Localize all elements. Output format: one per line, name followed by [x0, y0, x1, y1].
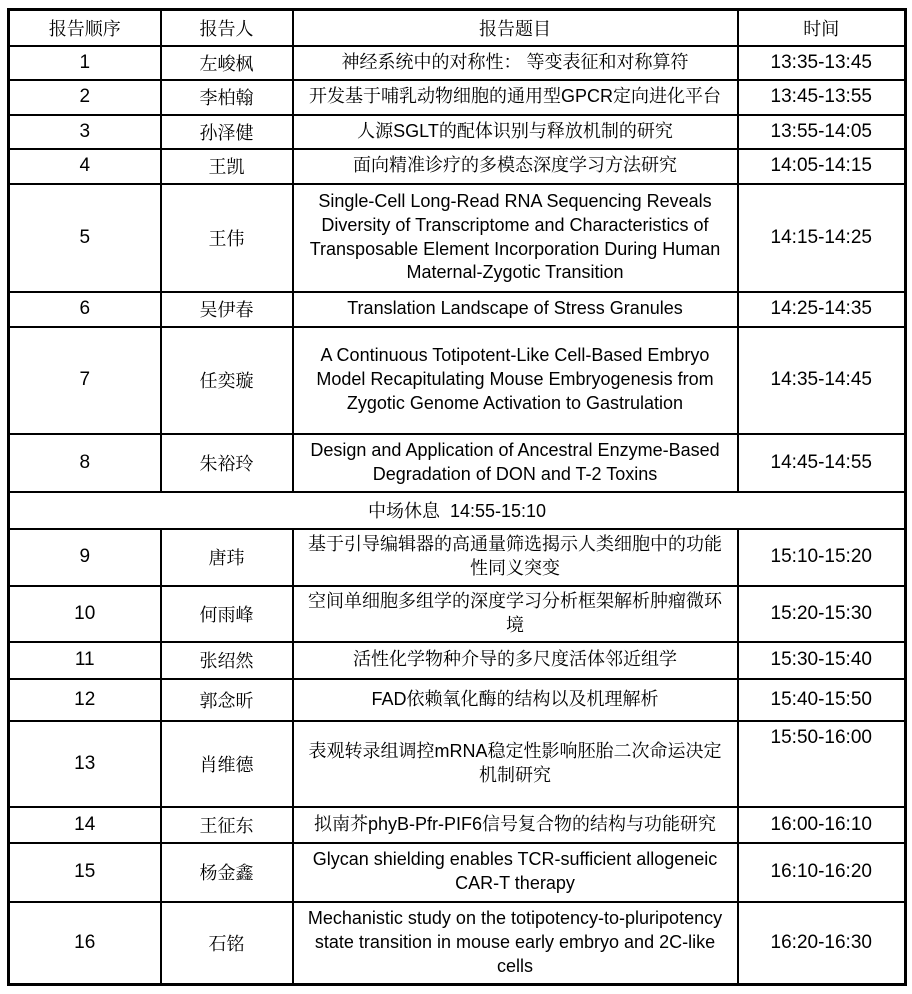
talk-order-cell: 10 [9, 586, 161, 642]
talk-order-cell: 5 [9, 184, 161, 292]
table-row [9, 327, 906, 434]
col-header-time: 时间 [738, 10, 906, 46]
talk-order-cell: 2 [9, 80, 161, 115]
talk-time-cell: 16:00-16:10 [738, 807, 906, 843]
table-row [9, 149, 906, 184]
table-row [9, 642, 906, 679]
break-row [9, 492, 906, 529]
talk-speaker-cell: 石铭 [161, 902, 293, 985]
talk-title-cell: 拟南芥phyB-Pfr-PIF6信号复合物的结构与功能研究 [293, 807, 738, 843]
talk-time-cell: 14:25-14:35 [738, 292, 906, 327]
talk-speaker-cell: 王伟 [161, 184, 293, 292]
talk-speaker-cell: 吴伊春 [161, 292, 293, 327]
talk-time-cell: 15:30-15:40 [738, 642, 906, 679]
schedule-table [7, 8, 907, 986]
col-header-order: 报告顺序 [9, 10, 161, 46]
table-row [9, 184, 906, 292]
talk-speaker-cell: 王征东 [161, 807, 293, 843]
talk-title-cell: 开发基于哺乳动物细胞的通用型GPCR定向进化平台 [293, 80, 738, 115]
talk-order-cell: 6 [9, 292, 161, 327]
col-header-title: 报告题目 [293, 10, 738, 46]
talk-speaker-cell: 朱裕玲 [161, 434, 293, 492]
table-row [9, 434, 906, 492]
talk-speaker-cell: 何雨峰 [161, 586, 293, 642]
talk-time-cell: 15:40-15:50 [738, 679, 906, 721]
talk-title-cell: 面向精准诊疗的多模态深度学习方法研究 [293, 149, 738, 184]
table-row [9, 586, 906, 642]
header-row [9, 10, 906, 46]
talk-title-cell: Mechanistic study on the totipotency-to-pluripotency state transition in mouse early embryo and 2C-like cells [293, 902, 738, 985]
talk-time-cell: 15:50-16:00 [738, 721, 906, 807]
talk-speaker-cell: 张绍然 [161, 642, 293, 679]
talk-time-cell: 14:45-14:55 [738, 434, 906, 492]
talk-order-cell: 1 [9, 46, 161, 80]
talk-order-cell: 9 [9, 529, 161, 586]
talk-title-cell: 神经系统中的对称性： 等变表征和对称算符 [293, 46, 738, 80]
talk-speaker-cell: 左峻枫 [161, 46, 293, 80]
talk-order-cell: 8 [9, 434, 161, 492]
talk-title-cell: Design and Application of Ancestral Enzyme-Based Degradation of DON and T-2 Toxins [293, 434, 738, 492]
talk-time-cell: 13:45-13:55 [738, 80, 906, 115]
talk-speaker-cell: 唐玮 [161, 529, 293, 586]
talk-speaker-cell: 王凯 [161, 149, 293, 184]
break-label-cell: 中场休息 14:55-15:10 [9, 492, 906, 529]
talk-time-cell: 16:10-16:20 [738, 843, 906, 902]
table-row [9, 679, 906, 721]
talk-time-cell: 16:20-16:30 [738, 902, 906, 985]
table-row [9, 721, 906, 807]
talk-time-cell: 13:35-13:45 [738, 46, 906, 80]
talk-order-cell: 7 [9, 327, 161, 434]
talk-order-cell: 3 [9, 115, 161, 149]
talk-title-cell: 基于引导编辑器的高通量筛选揭示人类细胞中的功能性同义突变 [293, 529, 738, 586]
talk-title-cell: 空间单细胞多组学的深度学习分析框架解析肿瘤微环境 [293, 586, 738, 642]
talk-title-cell: 人源SGLT的配体识别与释放机制的研究 [293, 115, 738, 149]
table-row [9, 292, 906, 327]
talk-time-cell: 13:55-14:05 [738, 115, 906, 149]
talk-time-cell: 14:35-14:45 [738, 327, 906, 434]
table-row [9, 902, 906, 985]
talk-speaker-cell: 肖维德 [161, 721, 293, 807]
talk-order-cell: 12 [9, 679, 161, 721]
talk-title-cell: Glycan shielding enables TCR-sufficient allogeneic CAR-T therapy [293, 843, 738, 902]
talk-speaker-cell: 任奕璇 [161, 327, 293, 434]
talk-title-cell: Translation Landscape of Stress Granules [293, 292, 738, 327]
talk-title-cell: A Continuous Totipotent-Like Cell-Based Embryo Model Recapitulating Mouse Embryogenesis from Zygotic Genome Activation to Gastrulation [293, 327, 738, 434]
talk-title-cell: Single-Cell Long-Read RNA Sequencing Reveals Diversity of Transcriptome and Characteristics of Transposable Element Incorporation During Human Maternal-Zygotic Transition [293, 184, 738, 292]
table-row [9, 115, 906, 149]
talk-order-cell: 13 [9, 721, 161, 807]
talk-speaker-cell: 李柏翰 [161, 80, 293, 115]
table-row [9, 80, 906, 115]
talk-order-cell: 14 [9, 807, 161, 843]
talk-time-cell: 15:20-15:30 [738, 586, 906, 642]
talk-speaker-cell: 杨金鑫 [161, 843, 293, 902]
table-row [9, 843, 906, 902]
talk-order-cell: 11 [9, 642, 161, 679]
talk-time-cell: 14:05-14:15 [738, 149, 906, 184]
talk-order-cell: 16 [9, 902, 161, 985]
talk-order-cell: 15 [9, 843, 161, 902]
talk-order-cell: 4 [9, 149, 161, 184]
talk-title-cell: 活性化学物种介导的多尺度活体邻近组学 [293, 642, 738, 679]
talk-speaker-cell: 孙泽健 [161, 115, 293, 149]
talk-time-cell: 14:15-14:25 [738, 184, 906, 292]
talk-speaker-cell: 郭念昕 [161, 679, 293, 721]
col-header-speaker: 报告人 [161, 10, 293, 46]
table-row [9, 46, 906, 80]
talk-title-cell: FAD依赖氧化酶的结构以及机理解析 [293, 679, 738, 721]
talk-title-cell: 表观转录组调控mRNA稳定性影响胚胎二次命运决定机制研究 [293, 721, 738, 807]
table-row [9, 807, 906, 843]
table-row [9, 529, 906, 586]
talk-time-cell: 15:10-15:20 [738, 529, 906, 586]
